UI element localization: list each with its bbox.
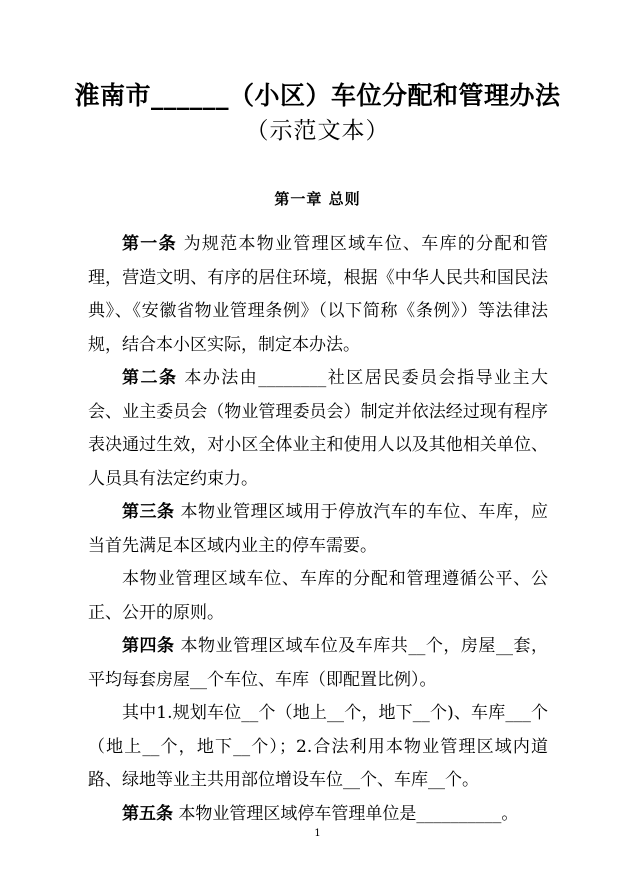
article-paragraph (88, 630, 548, 697)
article-text: 为规范本物业管理区域车位、车库的分配和管理，营造文明、有序的居住环境，根据《中华人民共和国民法典》、《安徽省物业管理条例》（以下简称《条例》）等法律法规，结合本小区实际，制定本办法。 (88, 234, 549, 355)
page-number: 1 (314, 828, 321, 839)
article-label: 第一条 (122, 234, 177, 254)
article-text: 其中1.规划车位__个（地上__个，地下__个)、车库___个（地上__个，地下__个）；2.合法利用本物业管理区域内道路、绿地等业主共用部位增设车位__个、车库__个。 (88, 703, 548, 790)
article-paragraph (88, 362, 548, 496)
article-paragraph (88, 496, 548, 563)
article-paragraph (88, 563, 548, 630)
article-text: 本物业管理区域车位及车库共__个，房屋__套，平均每套房屋__个车位、车库（即配置比例）。 (88, 636, 549, 690)
article-label: 第二条 (122, 368, 178, 388)
document-title: 淮南市______（小区）车位分配和管理办法 (74, 81, 561, 110)
article-paragraph (88, 697, 548, 798)
document-body (88, 228, 548, 831)
article-text: 本物业管理区域车位、车库的分配和管理遵循公平、公正、公开的原则。 (88, 569, 548, 623)
article-text: 本办法由________社区居民委员会指导业主大会、业主委员会（物业管理委员会）制定并依法经过现有程序表决通过生效，对小区全体业主和使用人以及其他相关单位、人员具有法定约束力。 (88, 368, 549, 489)
article-text: 本物业管理区域停车管理单位是__________。 (173, 803, 519, 824)
article-label: 第三条 (122, 502, 175, 522)
article-label: 第四条 (122, 636, 175, 656)
article-paragraph (88, 228, 548, 362)
chapter-heading: 第一章 总则 (274, 190, 361, 208)
article-text: 本物业管理区域用于停放汽车的车位、车库，应当首先满足本区域内业主的停车需要。 (88, 502, 549, 556)
document-subtitle: （示范文本） (245, 118, 390, 144)
article-label: 第五条 (122, 803, 173, 824)
article-paragraph (88, 798, 548, 832)
